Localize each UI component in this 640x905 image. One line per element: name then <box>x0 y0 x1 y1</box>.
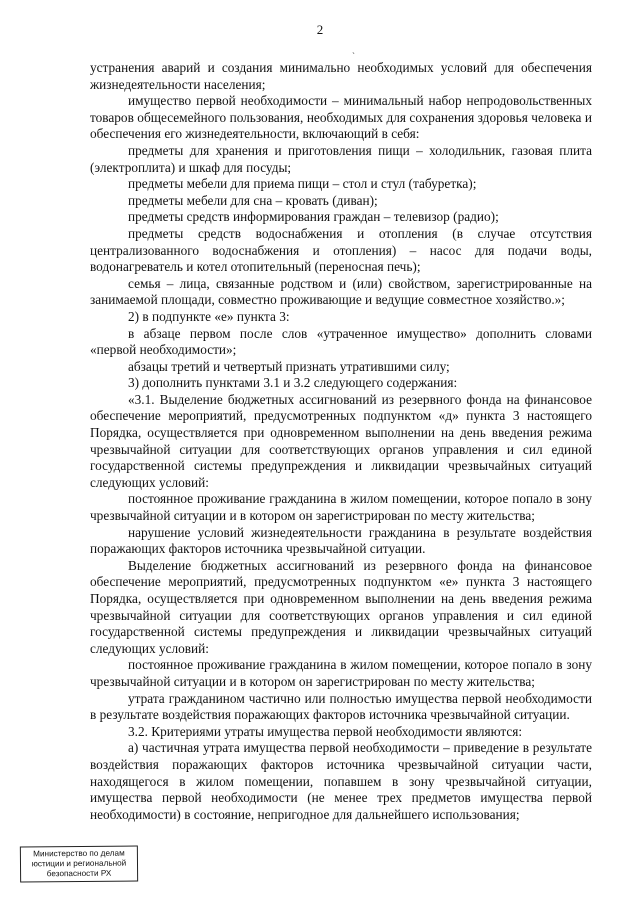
paragraph: предметы средств информирования граждан – телевизор (радио); <box>128 209 499 225</box>
paragraph: имущество первой необходимости – минимальный набор непродовольственных товаров общесемейного пользования, необходимых для сохранения здоровья человека и обеспечения его жизнедеятельности, включающий в себя: <box>90 93 592 142</box>
document-body <box>90 60 592 823</box>
paragraph: 3.2. Критериями утраты имущества первой необходимости являются: <box>128 723 523 739</box>
paragraph: семья – лица, связанные родством и (или) свойством, зарегистрированные на занимаемой площади, совместно проживающие и ведущие совместное хозяйство.»; <box>90 275 592 308</box>
paragraph: утрата гражданином частично или полностью имущества первой необходимости в результате воздействия поражающих факторов источника чрезвычайной ситуации. <box>90 690 592 723</box>
page-number: 2 <box>316 22 324 37</box>
stamp-line: юстиции и региональной <box>31 858 127 869</box>
paragraph: абзацы третий и четвертый признать утратившими силу; <box>128 358 450 374</box>
stamp-line: Министерство по делам <box>33 848 125 859</box>
paragraph: в абзаце первом после слов «утраченное имущество» дополнить словами «первой необходимости»; <box>90 325 592 358</box>
paragraph: нарушение условий жизнедеятельности гражданина в результате воздействия поражающих факторов источника чрезвычайной ситуации. <box>90 524 592 557</box>
paragraph: устранения аварий и создания минимально необходимых условий для обеспечения жизнедеятельности населения; <box>90 60 592 92</box>
paragraph: предметы для хранения и приготовления пищи – холодильник, газовая плита (электроплита) и шкаф для посуды; <box>90 142 592 175</box>
paragraph: 3) дополнить пунктами 3.1 и 3.2 следующего содержания: <box>128 375 458 391</box>
paragraph: а) частичная утрата имущества первой необходимости – приведение в результате воздействия поражающих факторов источника чрезвычайной ситуации части, находящегося в жилом помещении, попавшем в зону чрезвычайной ситуации, имущества первой необходимости (не менее трех предметов имущества первой необходимости) в состояние, непригодное для дальнейшего использования; <box>90 740 592 822</box>
scan-mark: ˎ <box>352 44 355 54</box>
paragraph: «3.1. Выделение бюджетных ассигнований из резервного фонда на финансовое обеспечение мероприятий, предусмотренных подпунктом «д» пункта 3 настоящего Порядка, осуществляется при одновременном выполнении на день введения режима чрезвычайной ситуации для соответствующих органов управления и сил единой государственной системы предупреждения и ликвидации чрезвычайных ситуаций следующих условий: <box>90 391 592 490</box>
paragraph: постоянное проживание гражданина в жилом помещении, которое попало в зону чрезвычайной ситуации и в котором он зарегистрирован по месту жительства; <box>90 657 592 689</box>
paragraph: предметы мебели для сна – кровать (диван); <box>128 192 378 208</box>
paragraph: предметы средств водоснабжения и отопления (в случае отсутствия централизованного водоснабжения и отопления) – насос для подачи воды, водонагреватель и котел отопительный (переносная печь); <box>90 225 592 275</box>
paragraph: постоянное проживание гражданина в жилом помещении, которое попало в зону чрезвычайной ситуации и в котором он зарегистрирован по месту жительства; <box>90 491 592 524</box>
paragraph: 2) в подпункте «е» пункта 3: <box>128 308 290 324</box>
ministry-stamp <box>20 845 138 882</box>
paragraph: предметы мебели для приема пищи – стол и стул (табуретка); <box>128 176 477 192</box>
stamp-line: безопасности РХ <box>46 868 112 879</box>
paragraph: Выделение бюджетных ассигнований из резервного фонда на финансовое обеспечение мероприятий, предусмотренных подпунктом «е» пункта 3 настоящего Порядка, осуществляется при одновременном выполнении на день введения режима чрезвычайной ситуации для соответствующих органов управления и сил единой государственной системы предупреждения и ликвидации чрезвычайных ситуаций следующих условий: <box>90 557 592 656</box>
